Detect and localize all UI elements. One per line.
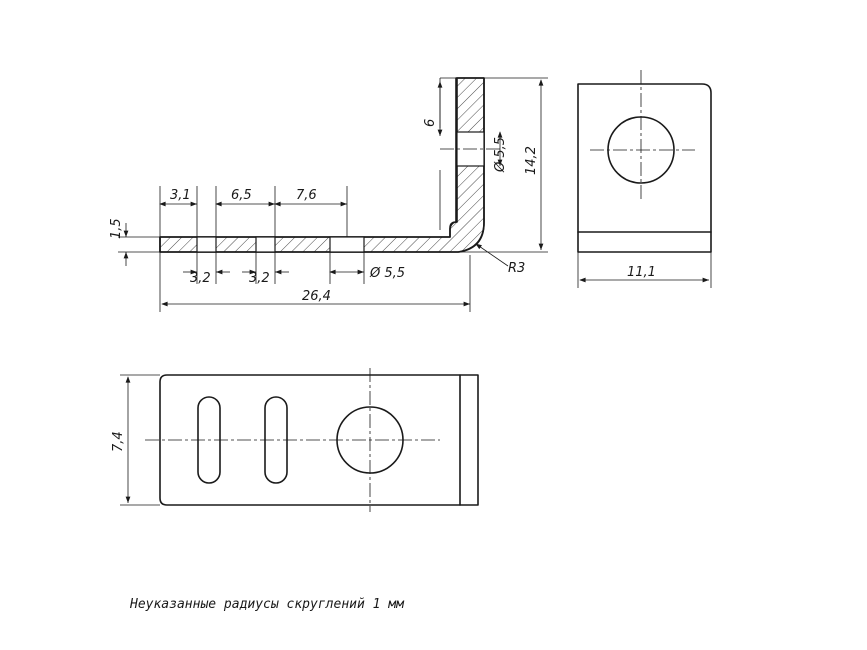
dim-slot-width-2: 3,2 xyxy=(249,271,270,286)
dim-slot-pitch: 6,5 xyxy=(231,188,252,203)
dim-flange-thickness: 6 xyxy=(423,118,438,127)
dim-length-total: 26,4 xyxy=(302,289,331,304)
dim-height-total: 14,2 xyxy=(524,146,539,175)
dim-top-width: 7,4 xyxy=(111,431,126,452)
dim-base-thickness: 1,5 xyxy=(109,218,124,239)
dim-fillet: R3 xyxy=(508,261,526,276)
dim-front-width: 11,1 xyxy=(627,265,656,280)
dim-hole-distance: 7,6 xyxy=(296,188,317,203)
top-view-geometry xyxy=(111,368,478,512)
section-view-geometry xyxy=(160,78,500,252)
front-view-geometry xyxy=(578,70,711,288)
dim-slot-offset-1: 3,1 xyxy=(170,188,191,203)
dim-slot-width-1: 3,2 xyxy=(190,271,211,286)
dim-hole-lower: Ø 5,5 xyxy=(370,266,406,281)
dim-hole-upper: Ø 5,5 xyxy=(493,136,508,172)
drawing-note: Неуказанные радиусы скруглений 1 мм xyxy=(130,597,404,612)
